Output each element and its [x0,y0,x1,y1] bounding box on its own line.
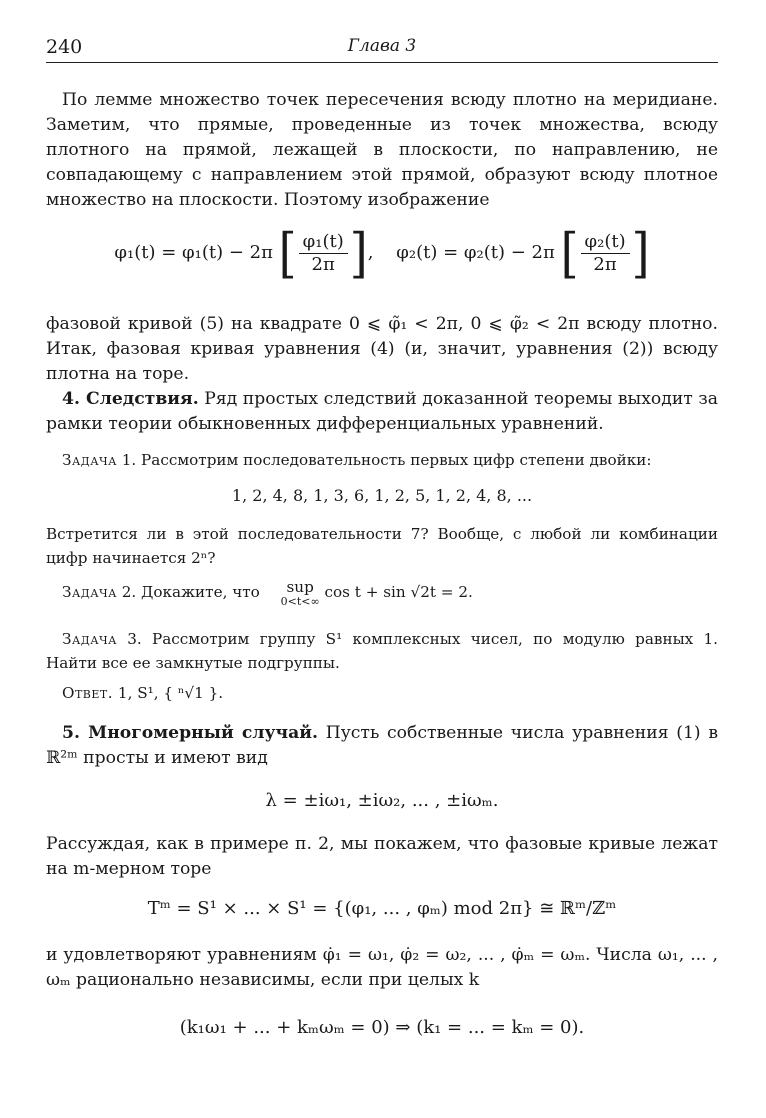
running-header [46,36,718,63]
answer-label: Ответ. [62,684,114,702]
fraction-2-numerator: φ₂(t) [581,231,630,254]
bracket-right-2: ] [631,221,650,285]
section-4-text: Ряд простых следствий доказанной теоремы выходит за рамки теории обыкновенных дифференциальных уравнений. [46,389,718,434]
paragraph-equations: и удовлетворяют уравнениям φ̇₁ = ω₁, φ̇₂ = ω₂, ... , φ̇ₘ = ωₘ. Числа ω₁, ... , ωₘ рационально независимы, если при целых k [46,945,718,990]
formula-part-2: φ₂(t) = φ₂(t) − 2π [396,242,555,263]
task-2-label: Задача [62,583,117,601]
fraction-1-denominator: 2π [311,253,335,275]
task-3 [46,627,718,675]
section-4 [46,387,718,437]
task-3-text: 3. Рассмотрим группу S¹ комплексных чисел, по модулю равных 1. Найти все ее замкнутые подгруппы. [46,630,718,672]
section-4-title: 4. Следствия. [62,389,199,409]
formula-torus: Tᵐ = S¹ × ... × S¹ = {(φ₁, ... , φₘ) mod 2π} ≅ ℝᵐ/ℤᵐ [147,898,617,919]
task-3-label: Задача [62,630,117,648]
page-number: 240 [46,36,83,58]
sup-operator [265,578,320,608]
answer-text: 1, S¹, { ⁿ√1 }. [117,684,224,702]
formula-part-1: φ₁(t) = φ₁(t) − 2π [114,242,273,263]
formula-phase-image: φ₁(t) = φ₁(t) − 2π [ $\frac{\text{φ₁(t)}}{2\pi}$ ], φ₂(t) = φ₂(t) − 2π [ $\frac{\text{φ₂(t)}}{2\pi}$ ] [114,221,650,285]
fraction-2 [581,231,630,276]
bracket-left-1: [ [278,221,297,285]
sup-symbol: sup [286,578,314,596]
task-2 [46,578,718,608]
section-5 [46,721,718,771]
section-5-text: Пусть собственные числа уравнения (1) в ℝ²ᵐ просты и имеют вид [46,723,719,768]
section-5-title: 5. Многомерный случай. [62,723,318,743]
paragraph-torus: Рассуждая, как в примере п. 2, мы покажем, что фазовые кривые лежат на m-мерном торе [46,834,718,879]
bracket-right-1: ] [349,221,368,285]
fraction-2-denominator: 2π [593,253,617,275]
fraction-1-numerator: φ₁(t) [299,231,348,254]
task-1-question: Встретится ли в этой последовательности 7? Вообще, с любой ли комбинации цифр начинается 2ⁿ? [46,525,718,567]
task-1 [46,448,718,472]
sequence-powers-of-two: 1, 2, 4, 8, 1, 3, 6, 1, 2, 5, 1, 2, 4, 8, ... [231,486,533,505]
chapter-title: Глава 3 [347,36,417,56]
paragraph-lemma: По лемме множество точек пересечения всюду плотно на меридиане. Заметим, что прямые, проведенные из точек множества, всюду плотного на прямой, лежащей в плоскости, по направлению, не совпадающему с направлением этой прямой, образуют всюду плотное множество на плоскости. Поэтому изображение [46,90,718,210]
bracket-left-2: [ [560,221,579,285]
task-1-text: 1. Рассмотрим последовательность первых цифр степени двойки: [121,451,652,469]
task-1-label: Задача [62,451,117,469]
sup-range: 0<t<∞ [280,595,320,608]
formula-eigenvalues: λ = ±iω₁, ±iω₂, ... , ±iωₘ. [265,790,499,811]
task-2-text: 2. Докажите, что [121,583,260,601]
fraction-1 [299,231,348,276]
task-2-expression: cos t + sin √2t = 2. [324,583,473,601]
answer [46,681,718,705]
paragraph-phase-curve: фазовой кривой (5) на квадрате 0 ⩽ φ̃₁ < 2π, 0 ⩽ φ̃₂ < 2π всюду плотно. Итак, фазовая кривая уравнения (4) (и, значит, уравнения (2)) всюду плотна на торе. [46,314,718,384]
formula-independence: (k₁ω₁ + ... + kₘωₘ = 0) ⇒ (k₁ = ... = kₘ = 0). [179,1017,585,1038]
